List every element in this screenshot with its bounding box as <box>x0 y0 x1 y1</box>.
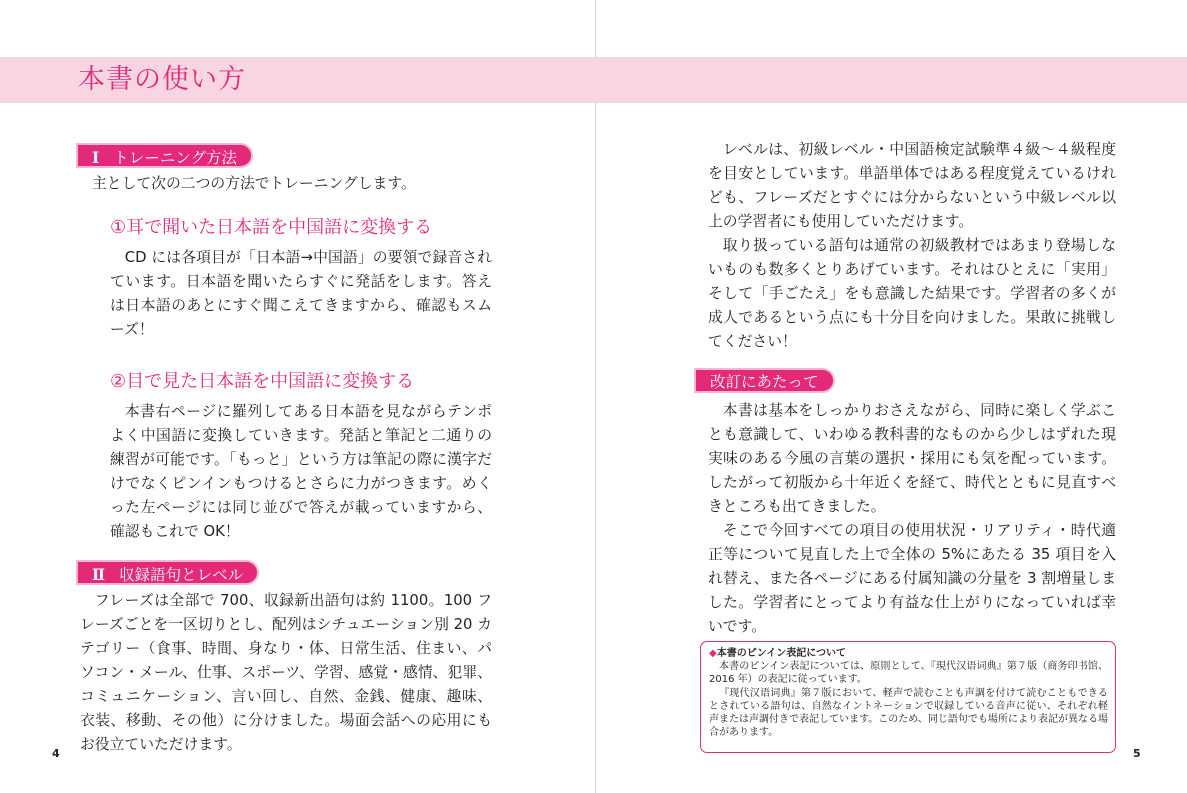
right-intro-text <box>708 138 1116 354</box>
note-title <box>709 647 1108 660</box>
section-3-heading <box>694 368 835 393</box>
method-1-paragraph: CD には各項目が「日本語→中国語」の要領で録音されています。日本語を聞いたらすぐに発話をします。答えは日本語のあとにすぐ聞こえてきますから、確認もスムーズ！ <box>110 249 492 338</box>
section-1-label: トレーニング方法 <box>113 149 237 167</box>
section-2-label: 収録語句とレベル <box>119 566 244 584</box>
method-1-text <box>110 246 492 342</box>
section-3-text <box>708 399 1116 639</box>
page-spine <box>595 0 596 793</box>
section-1-number: Ⅰ <box>92 148 100 167</box>
page-number-right: 5 <box>1133 747 1141 760</box>
method-2-text <box>110 400 492 544</box>
section-3-label: 改訂にあたって <box>710 373 819 391</box>
note-title-text: 本書のピンイン表記について <box>716 648 847 659</box>
method-1-title: ①耳で聞いた日本語を中国語に変換する <box>110 217 433 238</box>
section-3-paragraph-2: そこで今回すべての項目の使用状況・リアリティ・時代適正等について見直した上で全体の 5%にあたる 35 項目を入れ替え、また各ページにある付属知識の分量を 3 割増量しました。学習者にとってより有益な仕上がりになっていれば幸いです。 <box>708 522 1116 635</box>
section-3-paragraph-1: 本書は基本をしっかりおさえながら、同時に楽しく学ぶことも意識して、いわゆる教科書的なものから少しはずれた現実味のある今風の言葉の選択・採用にも気を配っています。したがって初版から十年近くを経て、時代とともに見直すべきところも出てきました。 <box>708 402 1116 515</box>
section-2-text <box>80 589 492 757</box>
diamond-bullet-icon: ◆ <box>709 648 717 659</box>
section-1-intro: 主として次の二つの方法でトレーニングします。 <box>92 175 416 192</box>
note-paragraph-2: 『现代汉语词典』第７版において、軽声で読むことも声調を付けて読むこともできるとされている語句は、自然なイントネーションで収録している音声に従い、それぞれ軽声または声調付きで表記しています。このため、同じ語句でも場所により表記が異なる場合があります。 <box>709 687 1108 739</box>
page-number-left: 4 <box>52 747 60 760</box>
section-2-paragraph: フレーズは全部で 700、収録新出語句は約 1100。100 フレーズごとを一区切りとし、配列はシチュエーション別 20 カテゴリー（食事、時間、身なり・体、日常生活、住まい、パソコン・メール、仕事、スポーツ、学習、感覚・感情、犯罪、コミュニケーション、言い回し、自然、金銭、健康、趣味、衣装、移動、その他）に分けました。場面会話への応用にもお役立ていただけます。 <box>80 592 492 753</box>
section-2-number: Ⅱ <box>92 565 106 584</box>
pinyin-note-box <box>700 641 1116 753</box>
right-paragraph-2: 取り扱っている語句は通常の初級教材ではあまり登場しないものも数多くとりあげています。それはひとえに「実用」そして「手ごたえ」をも意識した結果です。学習者の多くが成人であるという点にも十分目を向けました。果敢に挑戦してください！ <box>708 237 1116 350</box>
right-paragraph-1: レベルは、初級レベル・中国語検定試験準４級～４級程度を目安としています。単語単体ではある程度覚えているけれども、フレーズだとすぐには分からないという中級レベル以上の学習者にも使用していただけます。 <box>708 141 1116 230</box>
section-2-heading <box>76 560 259 585</box>
note-paragraph-1: 本書のピンイン表記については、原則として、『現代汉语词典』第７版（商务印书馆、2016 年）の表記に従っています。 <box>709 661 1108 686</box>
section-1-heading <box>76 143 253 168</box>
page-title: 本書の使い方 <box>78 64 246 95</box>
method-2-paragraph: 本書右ページに羅列してある日本語を見ながらテンポよく中国語に変換していきます。発話と筆記と二通りの練習が可能です。「もっと」という方は筆記の際に漢字だけでなくピンインもつけるとさらに力がつきます。めくった左ページには同じ並びで答えが載っていますから、確認もこれで OK！ <box>110 403 492 540</box>
method-2-title: ②目で見た日本語を中国語に変換する <box>110 371 415 392</box>
